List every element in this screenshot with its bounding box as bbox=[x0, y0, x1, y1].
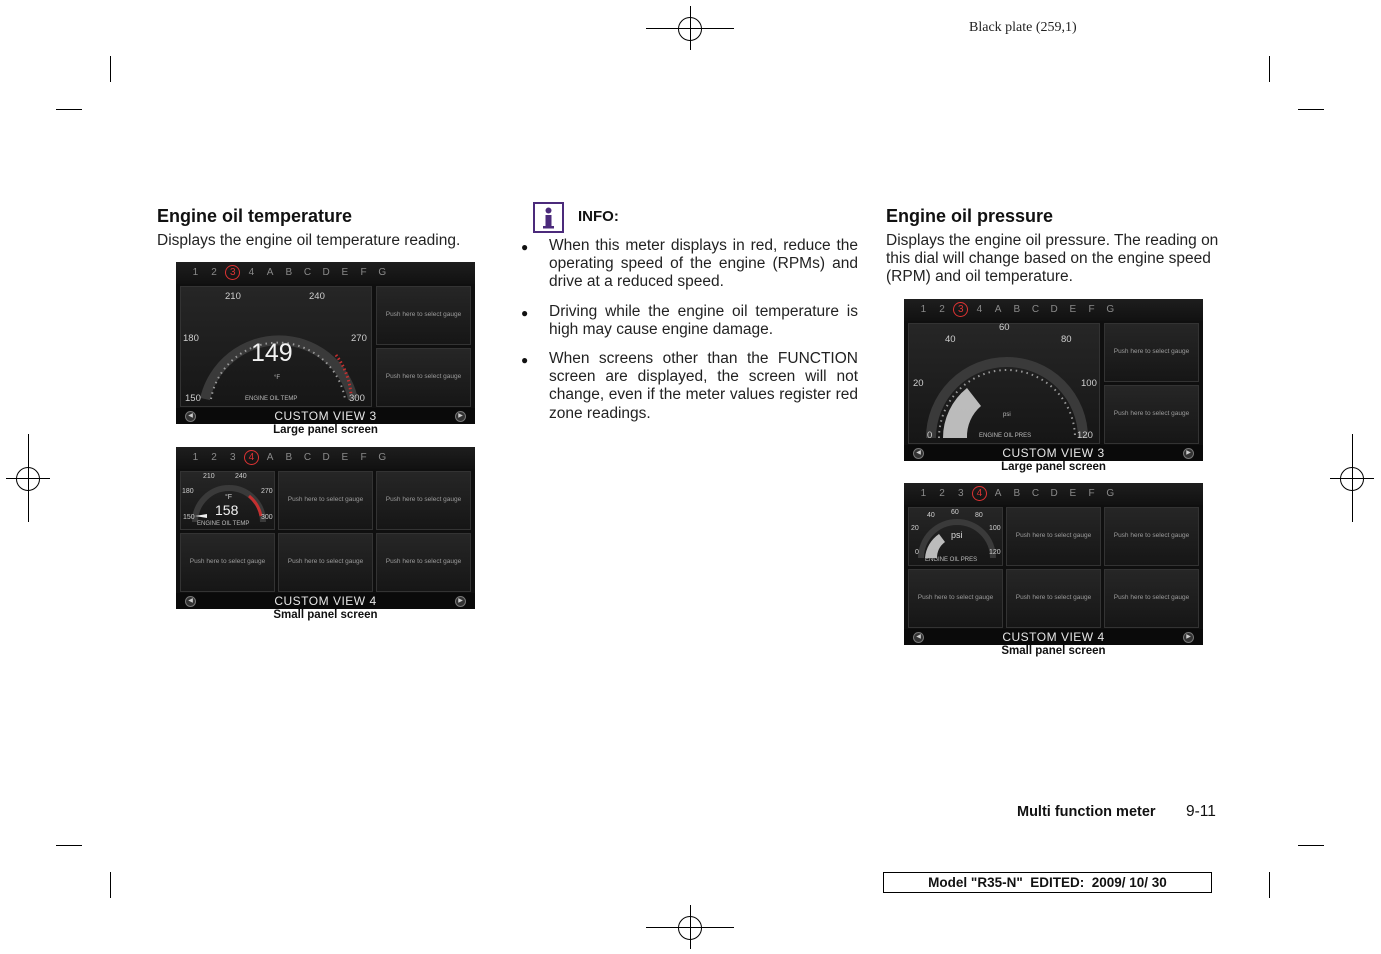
next-view-icon[interactable]: ▶ bbox=[455, 411, 466, 422]
tick-300: 300 bbox=[349, 393, 365, 404]
bullet-dot: ● bbox=[521, 240, 529, 254]
prev-view-icon[interactable]: ◀ bbox=[185, 596, 196, 607]
info-title: INFO: bbox=[578, 208, 619, 225]
tab-f[interactable]: F bbox=[360, 267, 367, 278]
tick-210: 210 bbox=[225, 291, 241, 302]
tab-1[interactable]: 1 bbox=[920, 488, 927, 499]
tab-3-selected[interactable]: 3 bbox=[951, 302, 970, 318]
info-bullet-2: Driving while the engine oil temperature is high may cause engine damage. bbox=[549, 303, 858, 339]
tab-1[interactable]: 1 bbox=[192, 267, 199, 278]
tab-a[interactable]: A bbox=[266, 267, 274, 278]
tab-d[interactable]: D bbox=[1050, 304, 1058, 315]
tab-3-selected[interactable]: 3 bbox=[223, 265, 242, 281]
oil-pressure-label: ENGINE OIL PRES bbox=[979, 433, 1032, 439]
tab-c[interactable]: C bbox=[303, 452, 312, 463]
plate-label: Black plate (259,1) bbox=[969, 20, 1077, 35]
select-gauge-panel[interactable]: Push here to select gauge bbox=[1104, 323, 1199, 382]
tick-80: 80 bbox=[975, 512, 983, 519]
tab-g[interactable]: G bbox=[1106, 304, 1115, 315]
footer-section: Multi function meter bbox=[1017, 804, 1156, 820]
tick-40: 40 bbox=[927, 512, 935, 519]
tick-120: 120 bbox=[1077, 430, 1093, 441]
model-edited-box: Model "R35-N" EDITED: 2009/ 10/ 30 bbox=[883, 872, 1212, 893]
oil-temp-label: ENGINE OIL TEMP bbox=[245, 396, 298, 402]
select-gauge-panel[interactable]: Push here to select gauge bbox=[376, 471, 471, 530]
select-gauge-panel[interactable]: Push here to select gauge bbox=[908, 569, 1003, 628]
page-number: 9-11 bbox=[1186, 803, 1216, 820]
tab-bar bbox=[176, 262, 475, 284]
custom-view-label: CUSTOM VIEW 3 bbox=[274, 409, 377, 423]
tick-150: 150 bbox=[185, 393, 201, 404]
oil-temp-small-screen bbox=[176, 447, 475, 609]
info-bullet-1: When this meter displays in red, reduce the operating speed of the engine (RPMs) and drive at a reduced speed. bbox=[549, 237, 858, 291]
tab-bar bbox=[176, 447, 475, 469]
gauge-tabs bbox=[914, 486, 1120, 502]
tab-d[interactable]: D bbox=[1050, 488, 1058, 499]
info-bullet-3: When screens other than the FUNCTION screen are displayed, the screen will not change, even if the meter values register red zone readings. bbox=[549, 350, 858, 422]
oil-temp-unit: °F bbox=[225, 494, 233, 501]
select-gauge-panel[interactable]: Push here to select gauge bbox=[376, 286, 471, 345]
prev-view-icon[interactable]: ◀ bbox=[913, 632, 924, 643]
tab-a[interactable]: A bbox=[994, 304, 1002, 315]
oil-pressure-unit: psi bbox=[951, 530, 963, 540]
gauge-tabs bbox=[186, 265, 392, 281]
tab-e[interactable]: E bbox=[1069, 304, 1077, 315]
tick-270: 270 bbox=[261, 488, 273, 495]
tab-3[interactable]: 3 bbox=[957, 488, 964, 499]
tab-3[interactable]: 3 bbox=[229, 452, 236, 463]
tab-d[interactable]: D bbox=[322, 452, 330, 463]
tick-120: 120 bbox=[989, 549, 1001, 556]
oil-pressure-dial bbox=[909, 324, 1101, 445]
custom-view-label: CUSTOM VIEW 4 bbox=[1002, 630, 1105, 644]
tick-60: 60 bbox=[999, 322, 1010, 333]
tab-f[interactable]: F bbox=[360, 452, 367, 463]
oil-pressure-gauge-panel[interactable] bbox=[908, 507, 1003, 566]
tab-e[interactable]: E bbox=[1069, 488, 1077, 499]
tick-150: 150 bbox=[183, 514, 195, 521]
oil-temp-gauge-panel[interactable] bbox=[180, 471, 275, 530]
tab-e[interactable]: E bbox=[341, 452, 349, 463]
section-desc-oil-temp: Displays the engine oil temperature reading. bbox=[157, 232, 461, 249]
custom-view-label: CUSTOM VIEW 4 bbox=[274, 594, 377, 608]
tab-c[interactable]: C bbox=[303, 267, 312, 278]
tab-d[interactable]: D bbox=[322, 267, 330, 278]
oil-pressure-large-screen bbox=[904, 299, 1203, 461]
oil-temp-large-screen bbox=[176, 262, 475, 424]
tick-180: 180 bbox=[183, 333, 199, 344]
tab-c[interactable]: C bbox=[1031, 488, 1040, 499]
oil-temp-gauge-panel[interactable] bbox=[180, 286, 372, 407]
gauge-tabs bbox=[186, 450, 392, 466]
oil-pressure-unit: psi bbox=[1003, 412, 1011, 418]
tab-a[interactable]: A bbox=[266, 452, 274, 463]
select-gauge-panel[interactable]: Push here to select gauge bbox=[376, 533, 471, 592]
tab-b[interactable]: B bbox=[285, 452, 293, 463]
view-bar bbox=[904, 445, 1203, 461]
tab-2[interactable]: 2 bbox=[939, 304, 945, 315]
section-desc-oil-pressure: Displays the engine oil pressure. The reading on this dial will change based on the engine speed (RPM) and oil temperature. bbox=[886, 232, 1219, 286]
select-gauge-panel[interactable]: Push here to select gauge bbox=[1006, 507, 1101, 566]
info-icon bbox=[533, 202, 564, 233]
tab-c[interactable]: C bbox=[1031, 304, 1040, 315]
tab-b[interactable]: B bbox=[1013, 304, 1021, 315]
oil-pressure-label: ENGINE OIL PRES bbox=[925, 557, 978, 563]
tab-4-selected[interactable]: 4 bbox=[242, 450, 261, 466]
tab-2[interactable]: 2 bbox=[939, 488, 945, 499]
tick-210: 210 bbox=[203, 473, 215, 480]
tab-2[interactable]: 2 bbox=[211, 267, 217, 278]
select-gauge-panel[interactable]: Push here to select gauge bbox=[1006, 569, 1101, 628]
tab-bar bbox=[904, 483, 1203, 505]
oil-pressure-small-screen bbox=[904, 483, 1203, 645]
tick-20: 20 bbox=[911, 525, 919, 532]
tab-1[interactable]: 1 bbox=[920, 304, 927, 315]
select-gauge-panel[interactable]: Push here to select gauge bbox=[1104, 385, 1199, 444]
tab-1[interactable]: 1 bbox=[192, 452, 199, 463]
tick-180: 180 bbox=[182, 488, 194, 495]
select-gauge-panel[interactable]: Push here to select gauge bbox=[278, 533, 373, 592]
tab-e[interactable]: E bbox=[341, 267, 349, 278]
caption-small-panel: Small panel screen bbox=[1001, 645, 1106, 657]
custom-view-label: CUSTOM VIEW 3 bbox=[1002, 446, 1105, 460]
next-view-icon[interactable]: ▶ bbox=[1183, 448, 1194, 459]
tick-0: 0 bbox=[927, 430, 933, 441]
tick-100: 100 bbox=[989, 525, 1001, 532]
oil-pressure-gauge-panel[interactable] bbox=[908, 323, 1100, 444]
bullet-dot: ● bbox=[521, 306, 529, 320]
tab-f[interactable]: F bbox=[1088, 304, 1095, 315]
caption-small-panel: Small panel screen bbox=[273, 609, 378, 621]
tab-bar bbox=[904, 299, 1203, 321]
tick-20: 20 bbox=[913, 378, 924, 389]
tick-40: 40 bbox=[945, 334, 956, 345]
caption-large-panel: Large panel screen bbox=[1001, 461, 1106, 473]
select-gauge-panel[interactable]: Push here to select gauge bbox=[376, 348, 471, 407]
oil-temp-value: 149 bbox=[251, 339, 293, 367]
prev-view-icon[interactable]: ◀ bbox=[913, 448, 924, 459]
tick-80: 80 bbox=[1061, 334, 1072, 345]
view-bar bbox=[176, 593, 475, 609]
tab-a[interactable]: A bbox=[994, 488, 1002, 499]
tick-60: 60 bbox=[951, 509, 959, 516]
tab-2[interactable]: 2 bbox=[211, 452, 217, 463]
select-gauge-panel[interactable]: Push here to select gauge bbox=[1104, 507, 1199, 566]
section-title-oil-pressure: Engine oil pressure bbox=[886, 206, 1054, 226]
tab-4[interactable]: 4 bbox=[976, 304, 983, 315]
section-title-oil-temp: Engine oil temperature bbox=[157, 206, 353, 226]
tick-240: 240 bbox=[235, 473, 247, 480]
oil-temp-label: ENGINE OIL TEMP bbox=[197, 521, 250, 527]
oil-temp-unit: °F bbox=[274, 375, 281, 381]
tick-0: 0 bbox=[915, 549, 919, 556]
tick-300: 300 bbox=[261, 514, 273, 521]
tab-b[interactable]: B bbox=[285, 267, 293, 278]
tab-f[interactable]: F bbox=[1088, 488, 1095, 499]
next-view-icon[interactable]: ▶ bbox=[1183, 632, 1194, 643]
caption-large-panel: Large panel screen bbox=[273, 424, 378, 436]
tab-b[interactable]: B bbox=[1013, 488, 1021, 499]
view-bar bbox=[176, 408, 475, 424]
tab-g[interactable]: G bbox=[378, 452, 387, 463]
oil-temp-value: 158 bbox=[215, 502, 239, 518]
next-view-icon[interactable]: ▶ bbox=[455, 596, 466, 607]
tab-4-selected[interactable]: 4 bbox=[970, 486, 989, 502]
bullet-dot: ● bbox=[521, 353, 529, 367]
tab-g[interactable]: G bbox=[378, 267, 387, 278]
view-bar bbox=[904, 629, 1203, 645]
tick-270: 270 bbox=[351, 333, 367, 344]
tick-100: 100 bbox=[1081, 378, 1097, 389]
select-gauge-panel[interactable]: Push here to select gauge bbox=[278, 471, 373, 530]
select-gauge-panel[interactable]: Push here to select gauge bbox=[1104, 569, 1199, 628]
select-gauge-panel[interactable]: Push here to select gauge bbox=[180, 533, 275, 592]
prev-view-icon[interactable]: ◀ bbox=[185, 411, 196, 422]
tab-4[interactable]: 4 bbox=[248, 267, 255, 278]
tick-240: 240 bbox=[309, 291, 325, 302]
gauge-tabs bbox=[914, 302, 1120, 318]
tab-g[interactable]: G bbox=[1106, 488, 1115, 499]
